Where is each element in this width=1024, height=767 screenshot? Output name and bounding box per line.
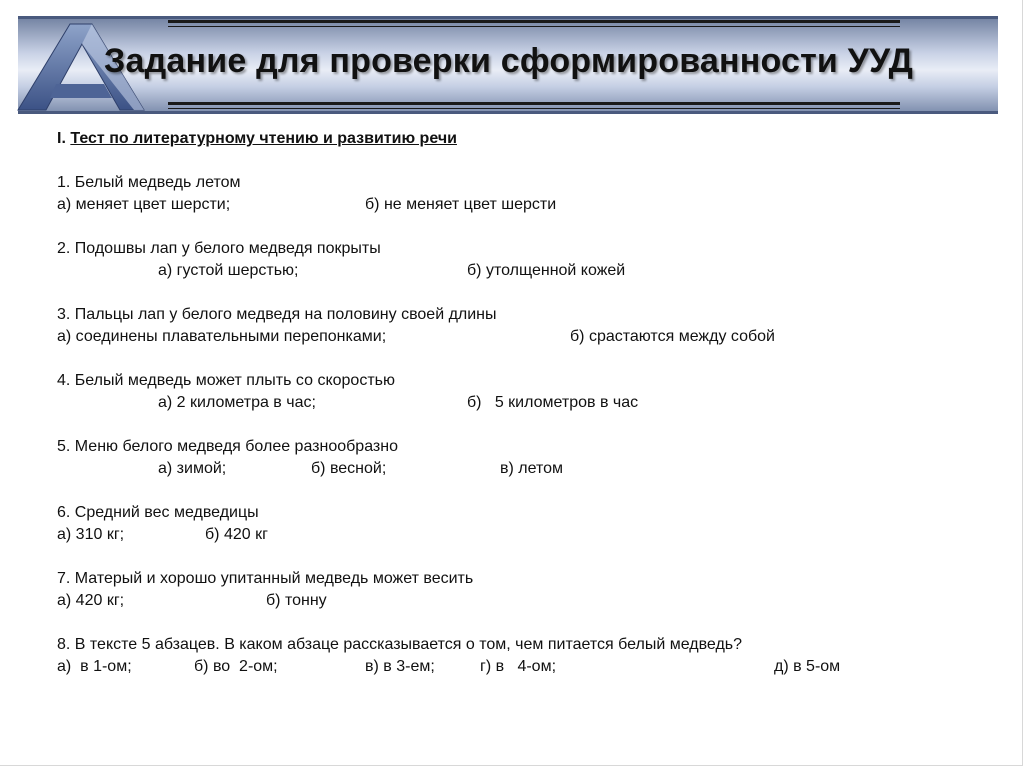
answer-row: [57, 458, 957, 480]
answer-option: в) в 3-ем;: [365, 658, 435, 675]
answer-option: б) 420 кг: [205, 526, 268, 543]
test-content: [57, 128, 957, 700]
answer-option: б) утолщенной кожей: [467, 262, 626, 279]
answer-option: б) 5 километров в час: [467, 394, 639, 411]
answer-option: б) срастаются между собой: [570, 328, 775, 345]
section-number: I.: [57, 130, 66, 147]
answer-row: [57, 260, 957, 282]
question-5: [57, 436, 957, 480]
answer-row: [57, 326, 957, 348]
question-text: 8. В тексте 5 абзацев. В каком абзаце рассказывается о том, чем питается белый медведь?: [57, 636, 743, 653]
question-8: [57, 634, 957, 678]
answer-option: а) 310 кг;: [57, 526, 125, 543]
answer-row: [57, 524, 957, 546]
question-text: 4. Белый медведь может плыть со скоростью: [57, 372, 395, 389]
banner-bottom-edge: [18, 111, 998, 114]
title-rule-bottom: [168, 102, 900, 105]
question-1: [57, 172, 957, 216]
answer-option: а) 420 кг;: [57, 592, 125, 609]
answer-option: а) зимой;: [158, 460, 227, 477]
title-rule-top: [168, 20, 900, 23]
answer-row: [57, 194, 957, 216]
question-text: 1. Белый медведь летом: [57, 174, 241, 191]
answer-option: а) соединены плавательными перепонками;: [57, 328, 387, 345]
question-6: [57, 502, 957, 546]
section-heading-text: Тест по литературному чтению и развитию речи: [70, 130, 457, 147]
question-text: 3. Пальцы лап у белого медведя на половину своей длины: [57, 306, 497, 323]
question-4: [57, 370, 957, 414]
answer-option: б) весной;: [311, 460, 387, 477]
answer-row: [57, 656, 957, 678]
question-text: 7. Матерый и хорошо упитанный медведь может весить: [57, 570, 474, 587]
answer-option: г) в 4-ом;: [480, 658, 557, 675]
question-text: 6. Средний вес медведицы: [57, 504, 259, 521]
answer-option: а) густой шерстью;: [158, 262, 299, 279]
answer-option: а) 2 километра в час;: [158, 394, 316, 411]
answer-row: [57, 590, 957, 612]
question-2: [57, 238, 957, 282]
answer-option: в) летом: [500, 460, 564, 477]
answer-option: б) не меняет цвет шерсти: [365, 196, 557, 213]
answer-option: д) в 5-ом: [774, 658, 841, 675]
page-title: Задание для проверки сформированности УУД: [104, 42, 914, 80]
question-text: 5. Меню белого медведя более разнообразно: [57, 438, 398, 455]
banner-top-edge: [18, 16, 998, 19]
answer-option: а) меняет цвет шерсти;: [57, 196, 231, 213]
answer-option: б) тонну: [266, 592, 327, 609]
title-rule-top-thin: [168, 26, 900, 27]
question-3: [57, 304, 957, 348]
question-7: [57, 568, 957, 612]
answer-option: б) во 2-ом;: [194, 658, 278, 675]
title-rule-bottom-thin: [168, 108, 900, 109]
answer-row: [57, 392, 957, 414]
section-heading: [57, 128, 957, 150]
answer-option: а) в 1-ом;: [57, 658, 132, 675]
question-text: 2. Подошвы лап у белого медведя покрыты: [57, 240, 381, 257]
